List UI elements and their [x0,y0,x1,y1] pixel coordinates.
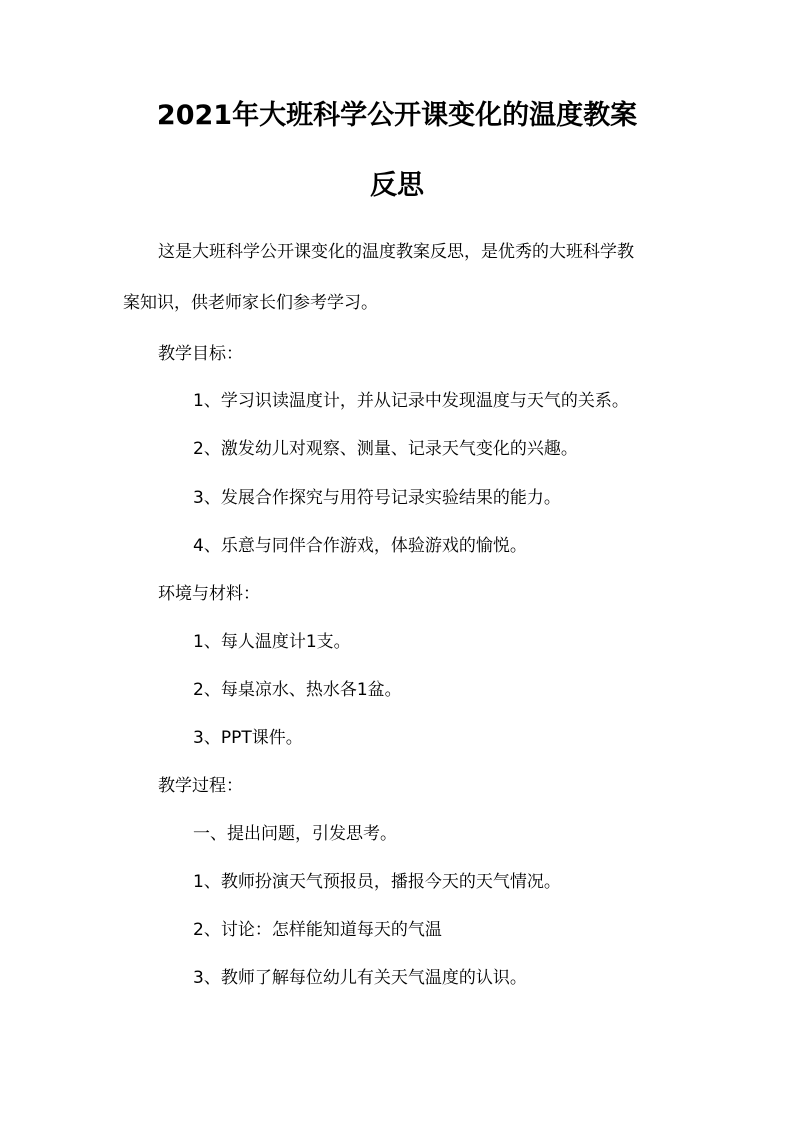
materials-heading: 环境与材料： [158,584,260,604]
goals-item: 1、学习识读温度计，并从记录中发现温度与天气的关系。 [193,391,629,411]
process-item: 2、讨论：怎样能知道每天的气温 [193,920,442,940]
goals-item: 2、激发幼儿对观察、测量、记录天气变化的兴趣。 [193,439,578,459]
intro-paragraph-line-1: 这是大班科学公开课变化的温度教案反思，是优秀的大班科学教 [158,242,634,262]
document-title-line-2: 反思 [370,170,424,201]
process-item: 1、教师扮演天气预报员，播报今天的天气情况。 [193,872,561,892]
goals-item: 4、乐意与同伴合作游戏，体验游戏的愉悦。 [193,536,527,556]
intro-paragraph-line-2: 案知识，供老师家长们参考学习。 [123,293,378,313]
process-item: 一、提出问题，引发思考。 [193,824,397,844]
goals-heading: 教学目标： [158,344,243,364]
materials-item: 3、PPT课件。 [193,728,303,748]
goals-item: 3、发展合作探究与用符号记录实验结果的能力。 [193,488,561,508]
materials-item: 1、每人温度计1支。 [193,632,351,652]
materials-item: 2、每桌凉水、热水各1盆。 [193,680,402,700]
process-item: 3、教师了解每位幼儿有关天气温度的认识。 [193,968,527,988]
process-heading: 教学过程： [158,776,243,796]
document-title-line-1: 2021年大班科学公开课变化的温度教案 [156,100,638,131]
